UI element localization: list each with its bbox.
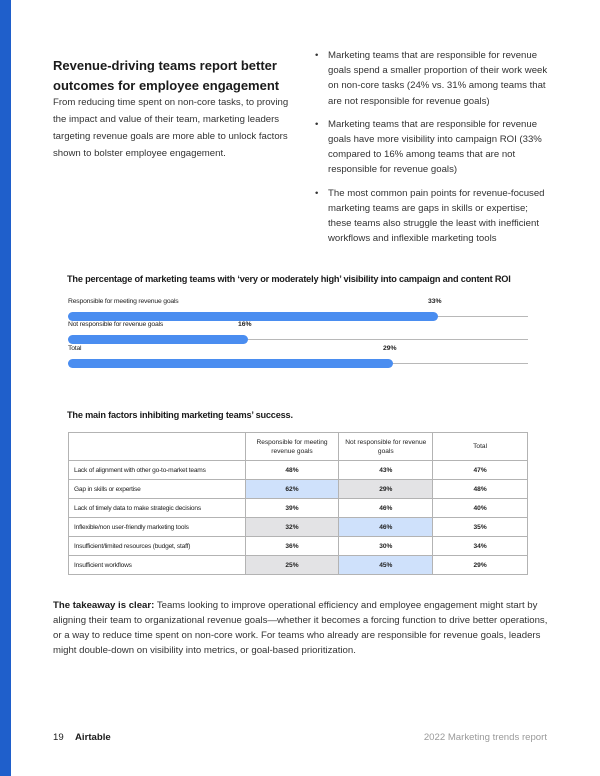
cell-total: 40%	[433, 499, 528, 518]
finding-item	[313, 186, 553, 247]
cell-not-responsible: 29%	[339, 480, 433, 499]
cell-responsible: 36%	[245, 537, 339, 556]
finding-item	[313, 48, 553, 109]
table-row	[69, 556, 528, 575]
finding-item	[313, 117, 553, 178]
finding-text: The most common pain points for revenue-focused marketing teams are gaps in skills or expertise; these teams also struggle the least with inefficient workflows and inflexible marketing tools	[328, 187, 545, 245]
inhibiting-factors-table	[68, 432, 528, 575]
brand-name: Airtable	[75, 732, 111, 743]
takeaway-lead: The takeaway is clear:	[53, 600, 155, 611]
bar-row-total	[68, 345, 528, 371]
inhibiting-factors-title: The main factors inhibiting marketing teams’ success.	[67, 410, 293, 420]
section-heading: Revenue-driving teams report better outcomes for employee engagement	[53, 58, 280, 93]
cell-responsible: 25%	[245, 556, 339, 575]
cell-not-responsible: 46%	[339, 518, 433, 537]
key-findings-list	[313, 48, 553, 254]
column-header-blank	[69, 433, 246, 461]
cell-not-responsible: 46%	[339, 499, 433, 518]
bullet-icon: •	[315, 187, 319, 199]
row-label: Lack of alignment with other go-to-market teams	[69, 461, 246, 480]
row-label: Insufficient/limited resources (budget, staff)	[69, 537, 246, 556]
column-header-total: Total	[433, 433, 528, 461]
bar-fill	[68, 312, 438, 321]
left-accent-stripe	[0, 0, 11, 776]
bullet-icon: •	[315, 50, 319, 61]
bar-value: 16%	[238, 321, 252, 328]
table-row	[69, 518, 528, 537]
column-header-not-responsible: Not responsible for revenue goals	[339, 433, 433, 461]
column-header-responsible: Responsible for meeting revenue goals	[245, 433, 339, 461]
cell-total: 47%	[433, 461, 528, 480]
takeaway-paragraph	[53, 598, 553, 658]
cell-responsible: 48%	[245, 461, 339, 480]
bar-label: Total	[68, 345, 82, 352]
finding-text: Marketing teams that are responsible for revenue goals spend a smaller proportion of their work week on non-core tasks (24% vs. 31% among teams that are not responsible for revenue goals)	[328, 50, 548, 107]
roi-visibility-chart-title: The percentage of marketing teams with ‘very or moderately high’ visibility into campaign and content ROI	[67, 274, 511, 284]
row-label: Lack of timely data to make strategic decisions	[69, 499, 246, 518]
takeaway-body: Teams looking to improve operational efficiency and employee engagement might start by aligning their team to organizational revenue goals—whether it becomes a forcing function to drive better operations, or a way to reduce time spent on non-core work. For teams who already are responsible for revenue goals, leaders might double-down on visibility into metrics, or goal-based prioritization.	[53, 600, 548, 656]
cell-responsible: 32%	[245, 518, 339, 537]
table-row	[69, 461, 528, 480]
bar-label: Responsible for meeting revenue goals	[68, 298, 179, 305]
page-number: 19	[53, 732, 64, 743]
bar-value: 29%	[383, 345, 397, 352]
row-label: Insufficient workflows	[69, 556, 246, 575]
table-row	[69, 499, 528, 518]
cell-not-responsible: 30%	[339, 537, 433, 556]
row-label: Gap in skills or expertise	[69, 480, 246, 499]
cell-responsible: 39%	[245, 499, 339, 518]
row-label: Inflexible/non user-friendly marketing tools	[69, 518, 246, 537]
cell-total: 29%	[433, 556, 528, 575]
bar-row-not-responsible	[68, 321, 528, 347]
bar-fill	[68, 335, 248, 344]
report-title: 2022 Marketing trends report	[423, 732, 547, 743]
bullet-icon: •	[315, 118, 319, 130]
cell-total: 35%	[433, 518, 528, 537]
cell-not-responsible: 43%	[339, 461, 433, 480]
cell-total: 34%	[433, 537, 528, 556]
finding-text: Marketing teams that are responsible for revenue goals have more visibility into campaign ROI (33% compared to 16% among teams that are not responsible for revenue goals)	[328, 118, 542, 176]
cell-total: 48%	[433, 480, 528, 499]
table-row	[69, 480, 528, 499]
table-header-row	[69, 433, 528, 461]
bar-fill	[68, 359, 393, 368]
cell-responsible: 62%	[245, 480, 339, 499]
intro-paragraph: From reducing time spent on non-core tasks, to proving the impact and value of their team, marketing leaders targeting revenue goals are more able to unlock factors shown to bolster employee engagement.	[53, 97, 289, 159]
bar-label: Not responsible for revenue goals	[68, 321, 164, 328]
cell-not-responsible: 45%	[339, 556, 433, 575]
table-row	[69, 537, 528, 556]
bar-value: 33%	[428, 298, 442, 305]
